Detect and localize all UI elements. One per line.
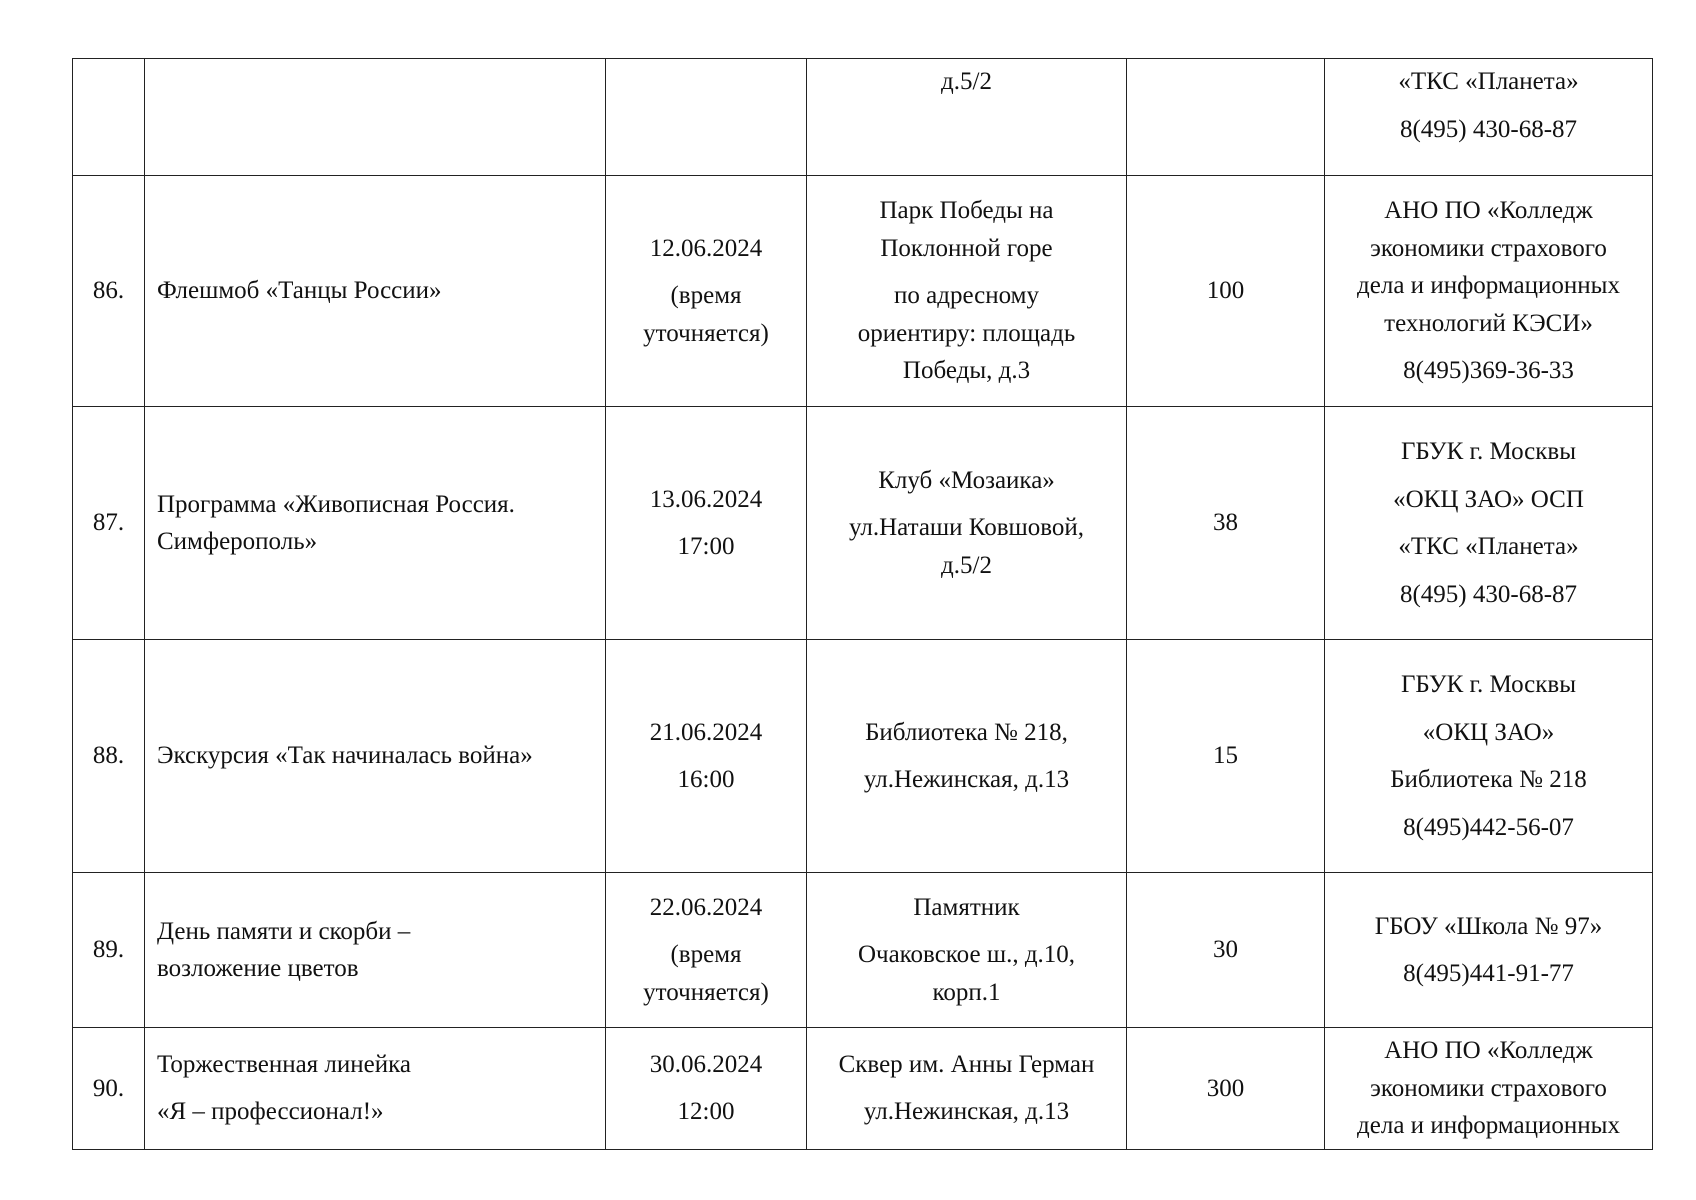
event-title: [145, 640, 606, 873]
org-line: АНО ПО «Колледж: [1384, 197, 1593, 225]
organizer: [1325, 640, 1653, 873]
title-line: возложение цветов: [157, 955, 359, 982]
place-line: по адресному: [894, 282, 1039, 310]
title-line: «Я – профессионал!»: [157, 1098, 384, 1126]
place-line: д.5/2: [941, 68, 992, 95]
event-date: [606, 59, 807, 176]
participant-count: [1127, 59, 1325, 176]
title-line: Симферополь»: [157, 528, 318, 555]
event-date: [606, 407, 807, 640]
event-place: [807, 873, 1127, 1028]
org-line: ГБУК г. Москвы: [1400, 671, 1577, 698]
event-title: [145, 873, 606, 1028]
row-number: 86.: [73, 176, 145, 407]
org-line: дела и информационных: [1357, 1112, 1620, 1139]
row-number: 88.: [73, 640, 145, 873]
date-line: 22.06.2024: [649, 893, 763, 921]
participant-count: 100: [1127, 176, 1325, 407]
event-title: [145, 59, 606, 176]
event-title: [145, 407, 606, 640]
org-line: «ОКЦ ЗАО»: [1422, 718, 1555, 746]
place-line: ул.Нежинская, д.13: [863, 1098, 1070, 1126]
table-row: [73, 873, 1653, 1028]
date-line: уточняется): [643, 978, 769, 1006]
document-page: [72, 58, 1652, 1150]
events-table: [72, 58, 1653, 1150]
event-date: [606, 873, 807, 1028]
org-line: дела и информационных: [1357, 272, 1620, 300]
table-row: [73, 176, 1653, 407]
org-line: АНО ПО «Колледж: [1384, 1037, 1593, 1064]
date-line: 30.06.2024: [649, 1050, 763, 1078]
date-line: 13.06.2024: [649, 485, 763, 513]
participant-count: 38: [1127, 407, 1325, 640]
date-line: 16:00: [677, 766, 735, 793]
place-line: Сквер им. Анны Герман: [838, 1050, 1095, 1078]
organizer: [1325, 59, 1653, 176]
event-place: [807, 59, 1127, 176]
table-row: [73, 1028, 1653, 1150]
date-line: 12.06.2024: [649, 234, 763, 262]
org-line: «ТКС «Планета»: [1398, 68, 1579, 95]
org-line: ГБУК г. Москвы: [1400, 438, 1577, 465]
org-line: экономики страхового: [1370, 1074, 1607, 1102]
place-line: Очаковское ш., д.10,: [857, 941, 1076, 969]
title-line: Флешмоб «Танцы России»: [157, 277, 442, 305]
org-line: технологий КЭСИ»: [1384, 309, 1593, 337]
date-line: (время: [670, 941, 742, 969]
org-line: Библиотека № 218: [1390, 766, 1587, 793]
place-line: Парк Победы на: [879, 197, 1054, 225]
event-date: [606, 1028, 807, 1150]
row-number: [73, 59, 145, 176]
event-place: [807, 640, 1127, 873]
table-row: [73, 59, 1653, 176]
event-date: [606, 176, 807, 407]
place-line: ориентиру: площадь: [857, 319, 1076, 347]
table-row: [73, 640, 1653, 873]
title-line: Торжественная линейка: [157, 1050, 412, 1078]
event-place: [807, 176, 1127, 407]
date-line: 21.06.2024: [649, 718, 763, 746]
organizer: [1325, 176, 1653, 407]
place-line: Клуб «Мозаика»: [878, 466, 1055, 494]
event-place: [807, 1028, 1127, 1150]
row-number: 90.: [73, 1028, 145, 1150]
date-line: уточняется): [643, 319, 769, 347]
organizer: [1325, 1028, 1653, 1150]
date-line: 17:00: [677, 533, 735, 560]
title-line: День памяти и скорби –: [157, 917, 411, 945]
org-line: экономики страхового: [1370, 234, 1607, 262]
place-line: Памятник: [913, 893, 1020, 921]
participant-count: 30: [1127, 873, 1325, 1028]
place-line: Библиотека № 218,: [865, 718, 1068, 746]
date-line: (время: [670, 282, 742, 310]
org-line: «ТКС «Планета»: [1398, 533, 1579, 560]
table-row: [73, 407, 1653, 640]
org-phone: 8(495)369-36-33: [1403, 357, 1574, 385]
org-phone: 8(495)442-56-07: [1403, 813, 1574, 841]
participant-count: 300: [1127, 1028, 1325, 1150]
place-line: Победы, д.3: [902, 357, 1031, 385]
participant-count: 15: [1127, 640, 1325, 873]
org-phone: 8(495) 430-68-87: [1399, 580, 1578, 608]
row-number: 89.: [73, 873, 145, 1028]
row-number: 87.: [73, 407, 145, 640]
place-line: ул.Нежинская, д.13: [863, 766, 1070, 793]
title-line: Программа «Живописная Россия.: [157, 490, 515, 518]
date-line: 12:00: [677, 1098, 735, 1126]
organizer: [1325, 407, 1653, 640]
org-phone: 8(495)441-91-77: [1403, 960, 1574, 987]
event-title: [145, 1028, 606, 1150]
place-line: корп.1: [932, 978, 1001, 1006]
place-line: д.5/2: [941, 551, 992, 579]
org-line: «ОКЦ ЗАО» ОСП: [1393, 485, 1584, 513]
title-line: Экскурсия «Так начиналась война»: [157, 742, 533, 770]
event-place: [807, 407, 1127, 640]
event-date: [606, 640, 807, 873]
org-phone: 8(495) 430-68-87: [1399, 115, 1578, 143]
org-line: ГБОУ «Школа № 97»: [1374, 912, 1603, 940]
place-line: Поклонной горе: [880, 234, 1053, 262]
place-line: ул.Наташи Ковшовой,: [848, 514, 1085, 542]
organizer: [1325, 873, 1653, 1028]
event-title: [145, 176, 606, 407]
